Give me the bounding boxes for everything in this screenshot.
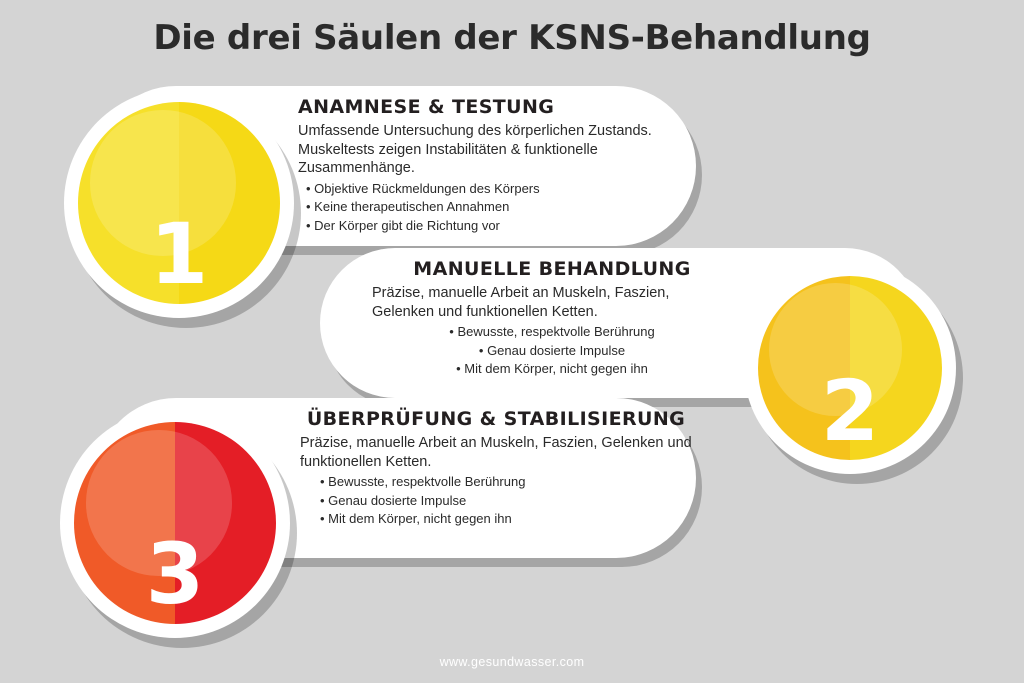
- pillar-3-content: [300, 408, 692, 528]
- pillar-2-badge: [744, 262, 956, 474]
- list-item: • Keine therapeutischen Annahmen: [306, 198, 670, 216]
- pillar-1-content: [298, 96, 670, 235]
- footer-website: www.gesundwasser.com: [439, 655, 585, 669]
- pillar-1-heading: ANAMNESE & TESTUNG: [298, 96, 555, 118]
- pillar-1-circle: [78, 102, 280, 304]
- pillar-1-badge: [64, 88, 294, 318]
- pillar-3-bullets: [320, 473, 692, 528]
- pillar-3-heading: ÜBERPRÜFUNG & STABILISIERUNG: [306, 408, 686, 430]
- list-item: • Bewusste, respektvolle Berührung: [320, 473, 692, 491]
- pillar-3-circle: [74, 422, 276, 624]
- list-item: • Genau dosierte Impulse: [372, 342, 732, 360]
- list-item: • Mit dem Körper, nicht gegen ihn: [372, 360, 732, 378]
- pillar-2-content: [372, 258, 732, 378]
- pillar-2-description: Präzise, manuelle Arbeit an Muskeln, Faszien, Gelenken und funktionellen Ketten.: [372, 285, 670, 320]
- pillar-2-number: 2: [820, 361, 880, 460]
- pillar-2-bullets: [372, 323, 732, 378]
- pillar-1-description: Umfassende Untersuchung des körperlichen Zustands. Muskeltests zeigen Instabilitäten & funktionelle Zusammenhänge.: [298, 123, 652, 177]
- list-item: • Genau dosierte Impulse: [320, 492, 692, 510]
- list-item: • Bewusste, respektvolle Berührung: [372, 323, 732, 341]
- pillar-3-description: Präzise, manuelle Arbeit an Muskeln, Faszien, Gelenken und funktionellen Ketten.: [300, 435, 692, 470]
- pillar-2-heading: MANUELLE BEHANDLUNG: [413, 258, 691, 280]
- page-title: Die drei Säulen der KSNS-Behandlung: [153, 18, 871, 58]
- pillar-3-number: 3: [145, 524, 205, 623]
- list-item: • Mit dem Körper, nicht gegen ihn: [320, 510, 692, 528]
- pillar-1-number: 1: [149, 204, 209, 303]
- list-item: • Objektive Rückmeldungen des Körpers: [306, 180, 670, 198]
- pillar-3-badge: [60, 408, 290, 638]
- pillar-2-circle: [758, 276, 942, 460]
- pillar-1-bullets: [306, 180, 670, 235]
- list-item: • Der Körper gibt die Richtung vor: [306, 217, 670, 235]
